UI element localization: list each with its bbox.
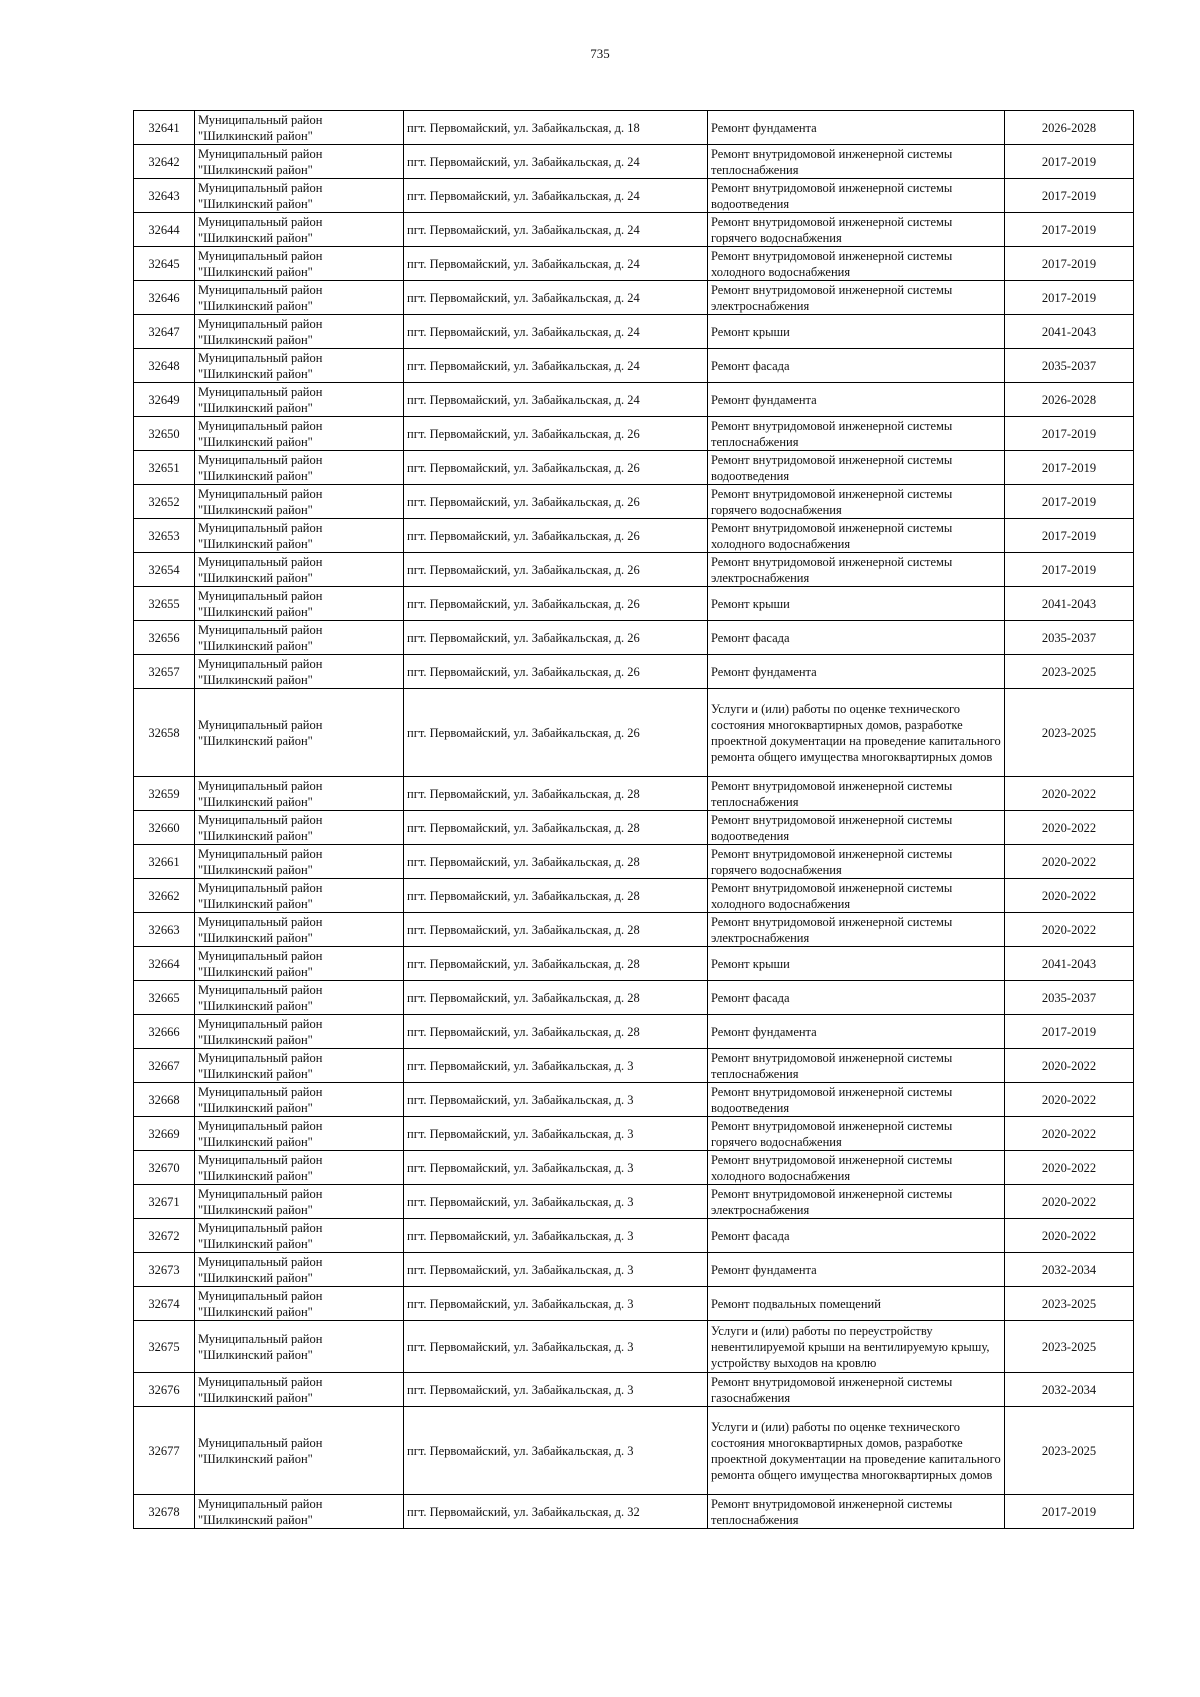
address-cell: пгт. Первомайский, ул. Забайкальская, д. 3 bbox=[404, 1049, 708, 1083]
table-row bbox=[134, 281, 1134, 315]
table-row bbox=[134, 349, 1134, 383]
work-type-cell: Ремонт крыши bbox=[708, 587, 1005, 621]
row-id-cell: 32651 bbox=[134, 451, 195, 485]
work-type-cell: Ремонт внутридомовой инженерной системы горячего водоснабжения bbox=[708, 213, 1005, 247]
table-row bbox=[134, 485, 1134, 519]
period-cell: 2017-2019 bbox=[1005, 1495, 1134, 1529]
municipality-cell: Муниципальный район "Шилкинский район" bbox=[195, 485, 404, 519]
period-cell: 2017-2019 bbox=[1005, 179, 1134, 213]
work-type-cell: Ремонт внутридомовой инженерной системы теплоснабжения bbox=[708, 1049, 1005, 1083]
municipality-cell: Муниципальный район "Шилкинский район" bbox=[195, 1495, 404, 1529]
row-id-cell: 32667 bbox=[134, 1049, 195, 1083]
page-number: 735 bbox=[590, 46, 610, 61]
registry-body bbox=[134, 111, 1134, 1529]
work-type-cell: Ремонт внутридомовой инженерной системы теплоснабжения bbox=[708, 145, 1005, 179]
municipality-cell: Муниципальный район "Шилкинский район" bbox=[195, 1219, 404, 1253]
municipality-cell: Муниципальный район "Шилкинский район" bbox=[195, 1185, 404, 1219]
table-row bbox=[134, 315, 1134, 349]
address-cell: пгт. Первомайский, ул. Забайкальская, д. 26 bbox=[404, 519, 708, 553]
table-row bbox=[134, 179, 1134, 213]
period-cell: 2017-2019 bbox=[1005, 281, 1134, 315]
municipality-cell: Муниципальный район "Шилкинский район" bbox=[195, 689, 404, 777]
row-id-cell: 32661 bbox=[134, 845, 195, 879]
work-type-cell: Ремонт фасада bbox=[708, 349, 1005, 383]
table-row bbox=[134, 111, 1134, 145]
period-cell: 2023-2025 bbox=[1005, 689, 1134, 777]
period-cell: 2035-2037 bbox=[1005, 981, 1134, 1015]
work-type-cell: Ремонт внутридомовой инженерной системы горячего водоснабжения bbox=[708, 485, 1005, 519]
work-type-cell: Ремонт фасада bbox=[708, 621, 1005, 655]
work-type-cell: Ремонт крыши bbox=[708, 315, 1005, 349]
table-row bbox=[134, 981, 1134, 1015]
municipality-cell: Муниципальный район "Шилкинский район" bbox=[195, 621, 404, 655]
table-row bbox=[134, 655, 1134, 689]
address-cell: пгт. Первомайский, ул. Забайкальская, д. 3 bbox=[404, 1185, 708, 1219]
period-cell: 2017-2019 bbox=[1005, 417, 1134, 451]
address-cell: пгт. Первомайский, ул. Забайкальская, д. 3 bbox=[404, 1407, 708, 1495]
work-type-cell: Ремонт фундамента bbox=[708, 111, 1005, 145]
municipality-cell: Муниципальный район "Шилкинский район" bbox=[195, 247, 404, 281]
municipality-cell: Муниципальный район "Шилкинский район" bbox=[195, 451, 404, 485]
municipality-cell: Муниципальный район "Шилкинский район" bbox=[195, 519, 404, 553]
address-cell: пгт. Первомайский, ул. Забайкальская, д. 28 bbox=[404, 913, 708, 947]
period-cell: 2032-2034 bbox=[1005, 1373, 1134, 1407]
row-id-cell: 32678 bbox=[134, 1495, 195, 1529]
table-row bbox=[134, 1185, 1134, 1219]
table-row bbox=[134, 1407, 1134, 1495]
work-type-cell: Ремонт фундамента bbox=[708, 655, 1005, 689]
table-row bbox=[134, 417, 1134, 451]
municipality-cell: Муниципальный район "Шилкинский район" bbox=[195, 947, 404, 981]
row-id-cell: 32650 bbox=[134, 417, 195, 451]
work-type-cell: Ремонт внутридомовой инженерной системы электроснабжения bbox=[708, 1185, 1005, 1219]
work-type-cell: Ремонт фасада bbox=[708, 981, 1005, 1015]
municipality-cell: Муниципальный район "Шилкинский район" bbox=[195, 879, 404, 913]
municipality-cell: Муниципальный район "Шилкинский район" bbox=[195, 1083, 404, 1117]
address-cell: пгт. Первомайский, ул. Забайкальская, д. 26 bbox=[404, 417, 708, 451]
row-id-cell: 32645 bbox=[134, 247, 195, 281]
period-cell: 2020-2022 bbox=[1005, 1049, 1134, 1083]
period-cell: 2035-2037 bbox=[1005, 621, 1134, 655]
municipality-cell: Муниципальный район "Шилкинский район" bbox=[195, 383, 404, 417]
address-cell: пгт. Первомайский, ул. Забайкальская, д. 3 bbox=[404, 1151, 708, 1185]
municipality-cell: Муниципальный район "Шилкинский район" bbox=[195, 553, 404, 587]
row-id-cell: 32657 bbox=[134, 655, 195, 689]
work-type-cell: Ремонт фундамента bbox=[708, 1015, 1005, 1049]
municipality-cell: Муниципальный район "Шилкинский район" bbox=[195, 587, 404, 621]
period-cell: 2041-2043 bbox=[1005, 947, 1134, 981]
work-type-cell: Услуги и (или) работы по оценке технического состояния многоквартирных домов, разработке проектной документации на проведение капитального ремонта общего имущества многоквартирных домов bbox=[708, 689, 1005, 777]
table-row bbox=[134, 621, 1134, 655]
period-cell: 2017-2019 bbox=[1005, 519, 1134, 553]
work-type-cell: Ремонт внутридомовой инженерной системы теплоснабжения bbox=[708, 777, 1005, 811]
address-cell: пгт. Первомайский, ул. Забайкальская, д. 26 bbox=[404, 689, 708, 777]
work-type-cell: Ремонт внутридомовой инженерной системы холодного водоснабжения bbox=[708, 247, 1005, 281]
address-cell: пгт. Первомайский, ул. Забайкальская, д. 26 bbox=[404, 587, 708, 621]
municipality-cell: Муниципальный район "Шилкинский район" bbox=[195, 1407, 404, 1495]
row-id-cell: 32641 bbox=[134, 111, 195, 145]
table-row bbox=[134, 213, 1134, 247]
period-cell: 2026-2028 bbox=[1005, 111, 1134, 145]
municipality-cell: Муниципальный район "Шилкинский район" bbox=[195, 845, 404, 879]
table-row bbox=[134, 553, 1134, 587]
table-row bbox=[134, 1015, 1134, 1049]
address-cell: пгт. Первомайский, ул. Забайкальская, д. 26 bbox=[404, 553, 708, 587]
row-id-cell: 32660 bbox=[134, 811, 195, 845]
row-id-cell: 32668 bbox=[134, 1083, 195, 1117]
row-id-cell: 32675 bbox=[134, 1321, 195, 1373]
row-id-cell: 32646 bbox=[134, 281, 195, 315]
table-row bbox=[134, 587, 1134, 621]
period-cell: 2017-2019 bbox=[1005, 553, 1134, 587]
address-cell: пгт. Первомайский, ул. Забайкальская, д. 3 bbox=[404, 1321, 708, 1373]
table-row bbox=[134, 1287, 1134, 1321]
work-type-cell: Ремонт фундамента bbox=[708, 1253, 1005, 1287]
address-cell: пгт. Первомайский, ул. Забайкальская, д. 3 bbox=[404, 1373, 708, 1407]
municipality-cell: Муниципальный район "Шилкинский район" bbox=[195, 1253, 404, 1287]
row-id-cell: 32652 bbox=[134, 485, 195, 519]
table-row bbox=[134, 383, 1134, 417]
municipality-cell: Муниципальный район "Шилкинский район" bbox=[195, 179, 404, 213]
row-id-cell: 32647 bbox=[134, 315, 195, 349]
row-id-cell: 32666 bbox=[134, 1015, 195, 1049]
address-cell: пгт. Первомайский, ул. Забайкальская, д. 28 bbox=[404, 947, 708, 981]
period-cell: 2020-2022 bbox=[1005, 777, 1134, 811]
table-row bbox=[134, 689, 1134, 777]
work-type-cell: Услуги и (или) работы по переустройству невентилируемой крыши на вентилируемую крышу, устройству выходов на кровлю bbox=[708, 1321, 1005, 1373]
table-row bbox=[134, 1219, 1134, 1253]
period-cell: 2020-2022 bbox=[1005, 811, 1134, 845]
work-type-cell: Ремонт подвальных помещений bbox=[708, 1287, 1005, 1321]
table-row bbox=[134, 1117, 1134, 1151]
municipality-cell: Муниципальный район "Шилкинский район" bbox=[195, 349, 404, 383]
work-type-cell: Ремонт внутридомовой инженерной системы водоотведения bbox=[708, 811, 1005, 845]
work-type-cell: Ремонт внутридомовой инженерной системы теплоснабжения bbox=[708, 1495, 1005, 1529]
table-row bbox=[134, 1083, 1134, 1117]
address-cell: пгт. Первомайский, ул. Забайкальская, д. 24 bbox=[404, 247, 708, 281]
work-type-cell: Ремонт внутридомовой инженерной системы электроснабжения bbox=[708, 913, 1005, 947]
municipality-cell: Муниципальный район "Шилкинский район" bbox=[195, 1287, 404, 1321]
address-cell: пгт. Первомайский, ул. Забайкальская, д. 28 bbox=[404, 811, 708, 845]
municipality-cell: Муниципальный район "Шилкинский район" bbox=[195, 913, 404, 947]
municipality-cell: Муниципальный район "Шилкинский район" bbox=[195, 111, 404, 145]
period-cell: 2017-2019 bbox=[1005, 145, 1134, 179]
address-cell: пгт. Первомайский, ул. Забайкальская, д. 26 bbox=[404, 485, 708, 519]
row-id-cell: 32677 bbox=[134, 1407, 195, 1495]
table-row bbox=[134, 145, 1134, 179]
municipality-cell: Муниципальный район "Шилкинский район" bbox=[195, 1117, 404, 1151]
period-cell: 2020-2022 bbox=[1005, 1083, 1134, 1117]
row-id-cell: 32642 bbox=[134, 145, 195, 179]
period-cell: 2023-2025 bbox=[1005, 1321, 1134, 1373]
address-cell: пгт. Первомайский, ул. Забайкальская, д. 3 bbox=[404, 1287, 708, 1321]
address-cell: пгт. Первомайский, ул. Забайкальская, д. 28 bbox=[404, 1015, 708, 1049]
work-type-cell: Ремонт фундамента bbox=[708, 383, 1005, 417]
address-cell: пгт. Первомайский, ул. Забайкальская, д. 26 bbox=[404, 621, 708, 655]
row-id-cell: 32665 bbox=[134, 981, 195, 1015]
table-row bbox=[134, 519, 1134, 553]
address-cell: пгт. Первомайский, ул. Забайкальская, д. 28 bbox=[404, 777, 708, 811]
municipality-cell: Муниципальный район "Шилкинский район" bbox=[195, 281, 404, 315]
period-cell: 2020-2022 bbox=[1005, 1117, 1134, 1151]
work-type-cell: Ремонт внутридомовой инженерной системы горячего водоснабжения bbox=[708, 845, 1005, 879]
row-id-cell: 32643 bbox=[134, 179, 195, 213]
period-cell: 2017-2019 bbox=[1005, 451, 1134, 485]
municipality-cell: Муниципальный район "Шилкинский район" bbox=[195, 1321, 404, 1373]
work-type-cell: Ремонт внутридомовой инженерной системы холодного водоснабжения bbox=[708, 1151, 1005, 1185]
table-row bbox=[134, 879, 1134, 913]
address-cell: пгт. Первомайский, ул. Забайкальская, д. 3 bbox=[404, 1083, 708, 1117]
municipality-cell: Муниципальный район "Шилкинский район" bbox=[195, 1151, 404, 1185]
row-id-cell: 32676 bbox=[134, 1373, 195, 1407]
row-id-cell: 32648 bbox=[134, 349, 195, 383]
address-cell: пгт. Первомайский, ул. Забайкальская, д. 3 bbox=[404, 1117, 708, 1151]
period-cell: 2020-2022 bbox=[1005, 913, 1134, 947]
address-cell: пгт. Первомайский, ул. Забайкальская, д. 24 bbox=[404, 145, 708, 179]
table-row bbox=[134, 845, 1134, 879]
period-cell: 2017-2019 bbox=[1005, 213, 1134, 247]
row-id-cell: 32656 bbox=[134, 621, 195, 655]
table-row bbox=[134, 947, 1134, 981]
table-row bbox=[134, 1373, 1134, 1407]
table-row bbox=[134, 1049, 1134, 1083]
period-cell: 2017-2019 bbox=[1005, 485, 1134, 519]
address-cell: пгт. Первомайский, ул. Забайкальская, д. 28 bbox=[404, 981, 708, 1015]
table-row bbox=[134, 247, 1134, 281]
work-type-cell: Услуги и (или) работы по оценке технического состояния многоквартирных домов, разработке проектной документации на проведение капитального ремонта общего имущества многоквартирных домов bbox=[708, 1407, 1005, 1495]
table-row bbox=[134, 1151, 1134, 1185]
address-cell: пгт. Первомайский, ул. Забайкальская, д. 3 bbox=[404, 1219, 708, 1253]
row-id-cell: 32671 bbox=[134, 1185, 195, 1219]
address-cell: пгт. Первомайский, ул. Забайкальская, д. 24 bbox=[404, 281, 708, 315]
period-cell: 2017-2019 bbox=[1005, 1015, 1134, 1049]
row-id-cell: 32644 bbox=[134, 213, 195, 247]
address-cell: пгт. Первомайский, ул. Забайкальская, д. 28 bbox=[404, 845, 708, 879]
municipality-cell: Муниципальный район "Шилкинский район" bbox=[195, 417, 404, 451]
table-row bbox=[134, 913, 1134, 947]
row-id-cell: 32658 bbox=[134, 689, 195, 777]
municipality-cell: Муниципальный район "Шилкинский район" bbox=[195, 1373, 404, 1407]
period-cell: 2023-2025 bbox=[1005, 655, 1134, 689]
row-id-cell: 32654 bbox=[134, 553, 195, 587]
registry-table bbox=[133, 110, 1134, 1529]
period-cell: 2020-2022 bbox=[1005, 1185, 1134, 1219]
address-cell: пгт. Первомайский, ул. Забайкальская, д. 24 bbox=[404, 179, 708, 213]
row-id-cell: 32649 bbox=[134, 383, 195, 417]
address-cell: пгт. Первомайский, ул. Забайкальская, д. 18 bbox=[404, 111, 708, 145]
period-cell: 2023-2025 bbox=[1005, 1287, 1134, 1321]
municipality-cell: Муниципальный район "Шилкинский район" bbox=[195, 777, 404, 811]
row-id-cell: 32670 bbox=[134, 1151, 195, 1185]
address-cell: пгт. Первомайский, ул. Забайкальская, д. 26 bbox=[404, 451, 708, 485]
work-type-cell: Ремонт внутридомовой инженерной системы теплоснабжения bbox=[708, 417, 1005, 451]
municipality-cell: Муниципальный район "Шилкинский район" bbox=[195, 315, 404, 349]
address-cell: пгт. Первомайский, ул. Забайкальская, д. 24 bbox=[404, 315, 708, 349]
address-cell: пгт. Первомайский, ул. Забайкальская, д. 26 bbox=[404, 655, 708, 689]
row-id-cell: 32669 bbox=[134, 1117, 195, 1151]
period-cell: 2041-2043 bbox=[1005, 315, 1134, 349]
municipality-cell: Муниципальный район "Шилкинский район" bbox=[195, 811, 404, 845]
table-row bbox=[134, 1495, 1134, 1529]
row-id-cell: 32664 bbox=[134, 947, 195, 981]
row-id-cell: 32673 bbox=[134, 1253, 195, 1287]
municipality-cell: Муниципальный район "Шилкинский район" bbox=[195, 981, 404, 1015]
row-id-cell: 32672 bbox=[134, 1219, 195, 1253]
work-type-cell: Ремонт внутридомовой инженерной системы холодного водоснабжения bbox=[708, 519, 1005, 553]
period-cell: 2017-2019 bbox=[1005, 247, 1134, 281]
municipality-cell: Муниципальный район "Шилкинский район" bbox=[195, 1015, 404, 1049]
address-cell: пгт. Первомайский, ул. Забайкальская, д. 24 bbox=[404, 349, 708, 383]
work-type-cell: Ремонт внутридомовой инженерной системы газоснабжения bbox=[708, 1373, 1005, 1407]
row-id-cell: 32674 bbox=[134, 1287, 195, 1321]
address-cell: пгт. Первомайский, ул. Забайкальская, д. 24 bbox=[404, 213, 708, 247]
period-cell: 2020-2022 bbox=[1005, 1151, 1134, 1185]
work-type-cell: Ремонт внутридомовой инженерной системы холодного водоснабжения bbox=[708, 879, 1005, 913]
address-cell: пгт. Первомайский, ул. Забайкальская, д. 24 bbox=[404, 383, 708, 417]
municipality-cell: Муниципальный район "Шилкинский район" bbox=[195, 145, 404, 179]
work-type-cell: Ремонт внутридомовой инженерной системы электроснабжения bbox=[708, 281, 1005, 315]
work-type-cell: Ремонт внутридомовой инженерной системы водоотведения bbox=[708, 179, 1005, 213]
municipality-cell: Муниципальный район "Шилкинский район" bbox=[195, 213, 404, 247]
row-id-cell: 32659 bbox=[134, 777, 195, 811]
table-row bbox=[134, 1321, 1134, 1373]
address-cell: пгт. Первомайский, ул. Забайкальская, д. 32 bbox=[404, 1495, 708, 1529]
period-cell: 2026-2028 bbox=[1005, 383, 1134, 417]
period-cell: 2020-2022 bbox=[1005, 845, 1134, 879]
period-cell: 2041-2043 bbox=[1005, 587, 1134, 621]
period-cell: 2020-2022 bbox=[1005, 879, 1134, 913]
row-id-cell: 32663 bbox=[134, 913, 195, 947]
address-cell: пгт. Первомайский, ул. Забайкальская, д. 28 bbox=[404, 879, 708, 913]
work-type-cell: Ремонт фасада bbox=[708, 1219, 1005, 1253]
table-row bbox=[134, 1253, 1134, 1287]
municipality-cell: Муниципальный район "Шилкинский район" bbox=[195, 1049, 404, 1083]
row-id-cell: 32662 bbox=[134, 879, 195, 913]
period-cell: 2023-2025 bbox=[1005, 1407, 1134, 1495]
table-row bbox=[134, 811, 1134, 845]
work-type-cell: Ремонт внутридомовой инженерной системы водоотведения bbox=[708, 451, 1005, 485]
row-id-cell: 32653 bbox=[134, 519, 195, 553]
work-type-cell: Ремонт крыши bbox=[708, 947, 1005, 981]
work-type-cell: Ремонт внутридомовой инженерной системы электроснабжения bbox=[708, 553, 1005, 587]
address-cell: пгт. Первомайский, ул. Забайкальская, д. 3 bbox=[404, 1253, 708, 1287]
period-cell: 2032-2034 bbox=[1005, 1253, 1134, 1287]
table-row bbox=[134, 777, 1134, 811]
period-cell: 2020-2022 bbox=[1005, 1219, 1134, 1253]
municipality-cell: Муниципальный район "Шилкинский район" bbox=[195, 655, 404, 689]
row-id-cell: 32655 bbox=[134, 587, 195, 621]
period-cell: 2035-2037 bbox=[1005, 349, 1134, 383]
work-type-cell: Ремонт внутридомовой инженерной системы водоотведения bbox=[708, 1083, 1005, 1117]
table-row bbox=[134, 451, 1134, 485]
work-type-cell: Ремонт внутридомовой инженерной системы горячего водоснабжения bbox=[708, 1117, 1005, 1151]
